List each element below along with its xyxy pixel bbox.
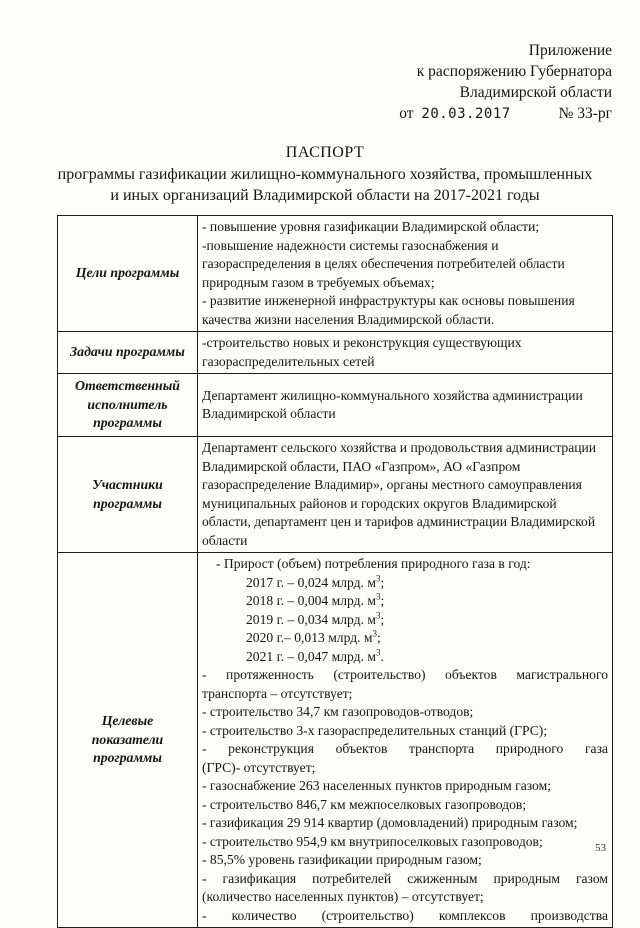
indicator-item: - 85,5% уровень газификации природным газом; <box>202 852 482 867</box>
indicator-item-cont: (количество населенных пунктов) – отсутствует; <box>202 889 484 904</box>
year-end: . <box>380 648 384 664</box>
executor-line: Департамент жилищно-коммунального хозяйства администрации <box>202 387 583 403</box>
year-line <box>202 611 608 630</box>
participants-line: области <box>202 532 248 548</box>
unit-sup: 3 <box>375 646 381 657</box>
year-line <box>202 574 608 593</box>
year-value: 2020 г.– 0,013 млрд. м <box>246 630 373 645</box>
unit-sup: 3 <box>375 609 381 620</box>
year-line <box>202 592 608 611</box>
document-subtitle-line1: программы газификации жилищно-коммунального хозяйства, промышленных <box>57 166 593 183</box>
row-indicators <box>58 553 613 928</box>
indicator-item: - строительство 954,9 км внутрипоселковых газопроводов; <box>202 833 543 849</box>
participants-content <box>198 437 613 553</box>
goals-line: - развитие инженерной инфраструктуры как основы повышения <box>202 293 575 308</box>
unit-sup: 3 <box>372 628 378 639</box>
tasks-line: -строительство новых и реконструкция существующих <box>202 335 522 350</box>
indicators-label-line: программы <box>93 750 162 766</box>
indicator-item: - количество (строительство) комплексов производства <box>202 907 608 923</box>
goals-line: - повышение уровня газификации Владимирской области; <box>202 219 540 234</box>
indicator-item: - строительство 34,7 км газопроводов-отводов; <box>202 704 474 719</box>
indicator-item: - строительство 3-х газораспределительных станций (ГРС); <box>202 722 548 738</box>
year-end: ; <box>380 574 385 590</box>
goals-label: Цели программы <box>58 216 198 332</box>
indicator-item: - газоснабжение 263 населенных пунктов природным газом; <box>202 778 551 793</box>
document-heading <box>30 142 620 206</box>
executor-label-line: Ответственный <box>75 378 180 394</box>
tasks-label: Задачи программы <box>58 332 198 374</box>
goals-content <box>198 216 613 332</box>
goals-line: -повышение надежности системы газоснабжения и <box>202 237 499 253</box>
participants-label <box>58 437 198 553</box>
appendix-decree: к распоряжению Губернатора <box>416 63 612 80</box>
executor-line: Владимирской области <box>202 406 336 421</box>
growth-title: - Прирост (объем) потребления природного газа в год: <box>216 556 531 571</box>
participants-line: области, департамент цен и тарифов администрации Владимирской <box>202 514 596 529</box>
indicator-item: - протяженность (строительство) объектов магистрального <box>202 667 608 682</box>
tasks-content <box>198 332 613 374</box>
participants-line: газораспределение Владимир», органы местного самоуправления <box>202 477 582 492</box>
executor-content <box>198 374 613 437</box>
goals-line: качества жизни населения Владимирской области. <box>202 311 495 327</box>
year-value: 2018 г. – 0,004 млрд. м <box>246 593 376 608</box>
row-tasks <box>58 332 613 374</box>
participants-line: Департамент сельского хозяйства и продовольствия администрации <box>202 440 597 455</box>
year-end: ; <box>380 611 385 627</box>
row-executor <box>58 374 613 437</box>
executor-label <box>58 374 198 437</box>
goals-line: природным газом в требуемых объемах; <box>202 274 435 290</box>
indicator-item: - газификация потребителей сжиженным природным газом <box>202 870 608 886</box>
executor-label-line: исполнитель <box>87 396 168 412</box>
date-prefix: от <box>399 105 414 122</box>
year-line <box>202 648 608 667</box>
year-value: 2021 г. – 0,047 млрд. м <box>246 648 376 664</box>
decree-date: 20.03.2017 <box>421 106 511 122</box>
document-title: ПАСПОРТ <box>285 144 365 161</box>
goals-line: газораспределения в целях обеспечения потребителей области <box>202 256 565 271</box>
row-goals <box>58 216 613 332</box>
year-end: ; <box>377 630 381 645</box>
appendix-block <box>399 40 612 125</box>
year-value: 2019 г. – 0,034 млрд. м <box>246 611 376 627</box>
year-end: ; <box>380 593 385 608</box>
passport-table <box>57 215 613 928</box>
page-number: 53 <box>595 842 606 854</box>
year-value: 2017 г. – 0,024 млрд. м <box>246 574 376 590</box>
indicator-item: - газификация 29 914 квартир (домовладений) природным газом; <box>202 815 578 830</box>
participants-label-line: программы <box>93 495 162 511</box>
indicator-item-cont: (ГРС)- отсутствует; <box>202 759 316 775</box>
indicators-label-line: Целевые <box>101 713 154 729</box>
tasks-line: газораспределительных сетей <box>202 353 375 369</box>
year-line <box>202 629 608 648</box>
executor-label-line: программы <box>93 415 162 431</box>
indicators-label-line: показатели <box>91 731 164 747</box>
participants-line: Владимирской области, ПАО «Газпром», АО «Газпром <box>202 458 521 474</box>
unit-sup: 3 <box>375 572 381 583</box>
indicator-item-cont: транспорта – отсутствует; <box>202 685 353 701</box>
appendix-region: Владимирской области <box>459 84 612 101</box>
unit-sup: 3 <box>375 591 381 602</box>
indicator-item: - строительство 846,7 км межпоселковых газопроводов; <box>202 796 527 812</box>
indicator-item: - реконструкция объектов транспорта природного газа <box>202 741 608 756</box>
row-participants <box>58 437 613 553</box>
document-subtitle-line2: и иных организаций Владимирской области на 2017-2021 годы <box>110 187 540 204</box>
indicators-content <box>198 553 613 928</box>
decree-number: № 33-рг <box>558 105 612 122</box>
indicators-label <box>58 553 198 928</box>
appendix-title: Приложение <box>528 42 612 59</box>
appendix-date-line <box>399 103 612 125</box>
participants-line: муниципальных районов и городских округов Владимирской <box>202 495 557 511</box>
participants-label-line: Участники <box>92 477 163 492</box>
